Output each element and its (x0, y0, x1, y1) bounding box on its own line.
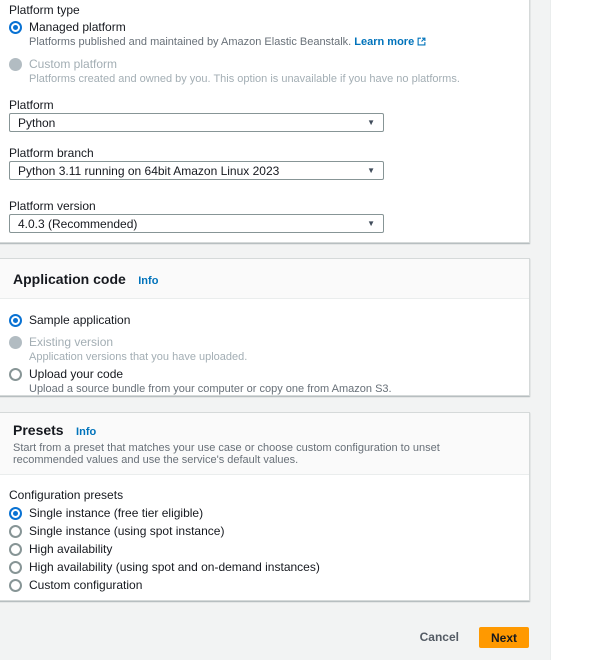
radio-button-selected[interactable] (9, 314, 22, 327)
presets-title: Presets (13, 422, 64, 438)
platform-version-select[interactable] (9, 214, 384, 233)
platform-branch-label: Platform branch (9, 146, 94, 160)
platform-label: Platform (9, 98, 54, 112)
radio-button-selected[interactable] (9, 507, 22, 520)
radio-option-high-availability-spot[interactable] (9, 561, 509, 574)
info-link[interactable]: Info (138, 275, 159, 287)
upload-your-code-description: Upload a source bundle from your computer or copy one from Amazon S3. (29, 383, 392, 395)
chevron-down-icon: ▼ (367, 218, 375, 228)
platform-type-label: Platform type (9, 3, 80, 17)
platform-select[interactable] (9, 113, 384, 132)
presets-description: Start from a preset that matches your use case or choose custom configuration to unset recommended values and use the service's default values. (13, 442, 440, 466)
radio-button-unselected[interactable] (9, 543, 22, 556)
next-button[interactable]: Next (479, 627, 529, 648)
radio-label: Managed platform (29, 20, 126, 34)
chevron-down-icon: ▼ (367, 117, 375, 127)
platform-branch-select-value: Python 3.11 running on 64bit Amazon Linux 2023 (18, 163, 280, 178)
existing-version-description: Application versions that you have uploaded. (29, 351, 248, 363)
radio-label: Single instance (free tier eligible) (29, 506, 204, 520)
radio-button-disabled (9, 58, 22, 71)
radio-option-single-instance-free-tier[interactable] (9, 507, 509, 520)
radio-button-unselected[interactable] (9, 579, 22, 592)
presets-header (0, 413, 529, 475)
radio-button-unselected[interactable] (9, 525, 22, 538)
radio-label: Custom platform (29, 57, 118, 71)
radio-option-sample-application[interactable] (9, 313, 509, 327)
radio-label: High availability (29, 542, 113, 556)
learn-more-link[interactable]: Learn more (354, 36, 415, 48)
info-link[interactable]: Info (76, 426, 97, 438)
application-code-header (0, 259, 529, 299)
managed-platform-description: Platforms published and maintained by Amazon Elastic Beanstalk. Learn more (29, 36, 509, 50)
radio-label: Existing version (29, 335, 114, 349)
radio-option-upload-your-code[interactable] (9, 367, 509, 381)
radio-button-selected[interactable] (9, 21, 22, 34)
radio-button-unselected[interactable] (9, 561, 22, 574)
platform-version-select-value: 4.0.3 (Recommended) (18, 216, 138, 231)
radio-label: Single instance (using spot instance) (29, 524, 225, 538)
radio-option-managed-platform[interactable] (9, 20, 509, 34)
radio-button-disabled (9, 336, 22, 349)
platform-card (0, 0, 530, 243)
radio-label: Custom configuration (29, 578, 143, 592)
platform-version-label: Platform version (9, 199, 96, 213)
custom-platform-description: Platforms created and owned by you. This option is unavailable if you have no platforms. (29, 73, 460, 85)
radio-label: Sample application (29, 313, 131, 327)
radio-label: High availability (using spot and on-demand instances) (29, 560, 320, 574)
radio-option-high-availability[interactable] (9, 543, 509, 556)
chevron-down-icon: ▼ (367, 165, 375, 175)
configuration-presets-label: Configuration presets (9, 488, 124, 502)
platform-select-value: Python (18, 115, 56, 130)
radio-button-unselected[interactable] (9, 368, 22, 381)
radio-option-custom-platform (9, 57, 509, 71)
platform-branch-select[interactable] (9, 161, 384, 180)
wizard-footer (0, 627, 529, 648)
radio-label: Upload your code (29, 367, 124, 381)
application-code-card (0, 258, 530, 396)
radio-option-custom-configuration[interactable] (9, 579, 509, 592)
radio-option-existing-version (9, 335, 509, 349)
presets-card (0, 412, 530, 601)
radio-option-single-instance-spot[interactable] (9, 525, 509, 538)
external-link-icon (417, 37, 426, 50)
cancel-button[interactable]: Cancel (420, 627, 459, 648)
application-code-title: Application code (13, 271, 126, 287)
